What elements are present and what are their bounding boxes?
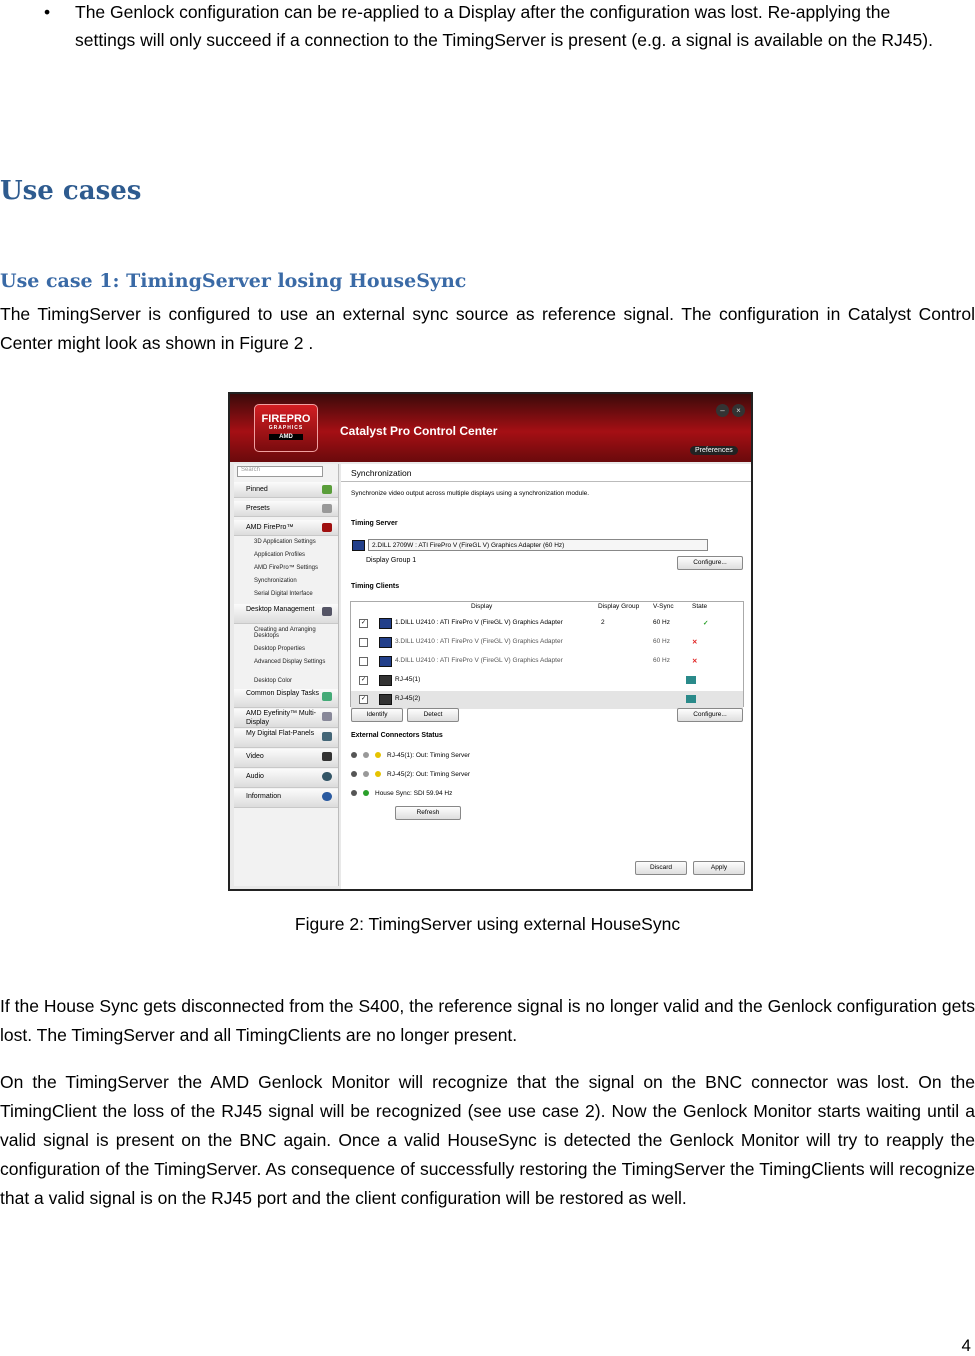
panel-description: Synchronize video output across multiple displays using a synchronization module. [351, 490, 590, 497]
sidebar-item-flat-panels[interactable] [234, 729, 338, 748]
col-display: Display [471, 603, 493, 610]
figure-caption: Figure 2: TimingServer using external HouseSync [294, 914, 681, 934]
sidebar-item-amd-firepro[interactable] [234, 520, 338, 536]
display-tasks-icon [322, 692, 332, 701]
table-row[interactable] [351, 672, 743, 690]
logo-subtext: GRAPHICS [268, 425, 304, 431]
firepro-icon [322, 523, 332, 532]
info-icon [322, 792, 332, 801]
sidebar-label: My Digital Flat-Panels [246, 730, 315, 737]
rj45-icon [379, 675, 392, 686]
timing-server-select[interactable]: 2.DILL 2709W : ATI FirePro V (FireGL V) Graphics Adapter (60 Hz) [368, 539, 708, 551]
connector-icon [351, 771, 357, 777]
status-dot [363, 752, 369, 758]
row-checkbox[interactable]: ✓ [360, 620, 367, 626]
row-state: ✓ [703, 620, 709, 627]
page-number: 4 [961, 1336, 971, 1355]
panel-title: Synchronization [351, 468, 412, 478]
sidebar-label: Audio [246, 773, 264, 780]
sidebar-label: Video [246, 753, 264, 760]
discard-button[interactable]: Discard [635, 861, 687, 875]
sidebar-label: AMD FirePro™ [246, 524, 294, 531]
search-input[interactable]: Search [237, 466, 323, 477]
status-dot [375, 752, 381, 758]
sidebar-item-information[interactable] [234, 789, 338, 808]
col-state: State [692, 603, 708, 610]
desktop-icon [322, 607, 332, 616]
monitor-icon [379, 656, 392, 667]
row-display: 1.DILL U2410 : ATI FirePro V (FireGL V) Graphics Adapter [395, 619, 563, 626]
table-row[interactable] [351, 691, 743, 709]
configure-clients-button[interactable]: Configure... [677, 708, 743, 722]
sidebar-item-desktop-management[interactable] [234, 604, 338, 624]
rj45-icon [379, 694, 392, 705]
bnc-icon [351, 790, 357, 796]
app-title: Catalyst Pro Control Center [340, 424, 498, 438]
table-row[interactable] [351, 615, 743, 633]
sidebar-item-audio[interactable] [234, 769, 338, 788]
row-state: ✕ [692, 658, 698, 665]
row-group: 2 [601, 619, 605, 626]
sidebar-label: Presets [246, 505, 270, 512]
presets-icon [322, 504, 332, 513]
paragraph-2: On the TimingServer the AMD Genlock Monitor will recognize that the signal on the BNC connector was lost. On the TimingClient the loss of the RJ45 signal will be recognized (see use case 2). Now the Genlock Monitor starts waiting until a valid signal is present on the BNC again. Once a valid HouseSync is detected the Genlock Monitor will try to reapply the configuration of the TimingServer. As consequence of successfully restoring the TimingServer the TimingClients will recognize that a valid signal is on the RJ45 port and the client configuration will be restored as well. [0, 1072, 975, 1208]
row-display: RJ-45(1) [395, 676, 421, 683]
sidebar-item-pinned[interactable] [234, 482, 338, 498]
timing-server-label: Timing Server [351, 520, 398, 527]
sidebar-label: Information [246, 793, 282, 800]
status-dot [363, 771, 369, 777]
state-icon [686, 676, 696, 684]
configure-server-button[interactable]: Configure... [677, 556, 743, 570]
state-icon [686, 695, 696, 703]
row-checkbox[interactable] [359, 638, 368, 647]
bullet-text: The Genlock configuration can be re-applied to a Display after the configuration was lost. Re-applying the settings will only succeed if a connection to the TimingServer is present (e.g. a signal is available on the RJ45). [75, 2, 933, 50]
video-icon [322, 752, 332, 761]
row-checkbox[interactable]: ✓ [360, 677, 367, 683]
firepro-logo [254, 404, 318, 452]
timing-clients-label: Timing Clients [351, 583, 400, 590]
row-display: 3.DILL U2410 : ATI FirePro V (FireGL V) Graphics Adapter [395, 638, 563, 645]
external-status-label: External Connectors Status [351, 732, 443, 739]
status-dot [363, 790, 369, 796]
minimize-icon[interactable]: – [716, 404, 729, 417]
logo-brand: AMD [269, 434, 303, 440]
divider [341, 481, 751, 482]
section-heading: Use cases [0, 176, 142, 206]
table-row[interactable] [351, 653, 743, 671]
monitor-icon [352, 540, 365, 551]
row-vsync: 60 Hz [653, 619, 670, 626]
monitor-icon [379, 618, 392, 629]
row-display: RJ-45(2) [395, 695, 421, 702]
col-group: Display Group [598, 603, 640, 610]
sidebar-subitem[interactable]: Serial Digital Interface [254, 591, 313, 597]
figure-screenshot [228, 392, 753, 891]
sidebar-subitem[interactable]: Desktop Properties [254, 646, 306, 652]
sidebar-subitem[interactable]: Desktop Color [254, 678, 293, 684]
preferences-button[interactable]: Preferences [690, 446, 738, 455]
connector-row [351, 752, 470, 759]
intro-paragraph: The TimingServer is configured to use an external sync source as reference signal. The configuration in Catalyst Control Center might look as shown in Figure 2 . [0, 304, 975, 353]
detect-button[interactable]: Detect [407, 708, 459, 722]
table-row[interactable] [351, 634, 743, 652]
row-vsync: 60 Hz [653, 638, 670, 645]
monitor-icon [379, 637, 392, 648]
sidebar-subitem[interactable]: Synchronization [254, 578, 297, 584]
connector-row [351, 790, 452, 797]
subsection-heading: Use case 1: TimingServer losing HouseSync [0, 270, 467, 292]
monitor-icon [322, 732, 332, 741]
sidebar-subitem[interactable]: Creating and Arranging Desktops [254, 627, 316, 639]
apply-button[interactable]: Apply [693, 861, 745, 875]
sidebar-subitem[interactable]: Advanced Display Settings [254, 659, 326, 665]
row-checkbox[interactable] [359, 657, 368, 666]
logo-text: FIREPRO [261, 413, 311, 425]
sidebar-item-presets[interactable] [234, 501, 338, 517]
row-display: 4.DILL U2410 : ATI FirePro V (FireGL V) Graphics Adapter [395, 657, 563, 664]
status-dot [375, 771, 381, 777]
connector-text: RJ-45(2): Out: Timing Server [387, 771, 471, 778]
identify-button[interactable]: Identify [351, 708, 403, 722]
sidebar-label: Pinned [246, 486, 268, 493]
main-panel [341, 464, 751, 889]
sidebar-subitem[interactable]: 3D Application Settings [254, 539, 316, 545]
row-state: ✕ [692, 639, 698, 646]
app-header [230, 394, 751, 462]
sidebar-label: Desktop Management [246, 606, 315, 613]
connector-text: House Sync: SDI 59.94 Hz [375, 790, 453, 797]
display-group-label: Display Group 1 [366, 557, 417, 564]
connector-icon [351, 752, 357, 758]
sidebar-subitem[interactable]: AMD FirePro™ Settings [254, 565, 319, 571]
connector-row [351, 771, 470, 778]
audio-icon [322, 772, 332, 781]
col-vsync: V-Sync [653, 603, 674, 610]
sidebar-label: Common Display Tasks [246, 690, 320, 697]
row-vsync: 60 Hz [653, 657, 670, 664]
bullet-item [44, 0, 944, 54]
close-icon[interactable]: × [732, 404, 745, 417]
refresh-button[interactable]: Refresh [395, 806, 461, 820]
paragraph-1: If the House Sync gets disconnected from the S400, the reference signal is no longer valid and the Genlock configuration gets lost. The TimingServer and all TimingClients are no longer present. [0, 996, 975, 1045]
sidebar-item-video[interactable] [234, 749, 338, 768]
row-checkbox[interactable]: ✓ [360, 696, 367, 702]
sidebar-item-eyefinity[interactable] [234, 709, 338, 728]
connector-text: RJ-45(1): Out: Timing Server [387, 752, 471, 759]
sidebar [234, 464, 339, 886]
pin-icon [322, 485, 332, 494]
sidebar-item-common-display[interactable] [234, 689, 338, 708]
eyefinity-icon [322, 712, 332, 721]
sidebar-subitem[interactable]: Application Profiles [254, 552, 306, 558]
bullet-dot: • [44, 2, 51, 22]
sidebar-label: AMD Eyefinity™ Multi-Display [246, 710, 317, 726]
timing-clients-table [350, 601, 744, 707]
